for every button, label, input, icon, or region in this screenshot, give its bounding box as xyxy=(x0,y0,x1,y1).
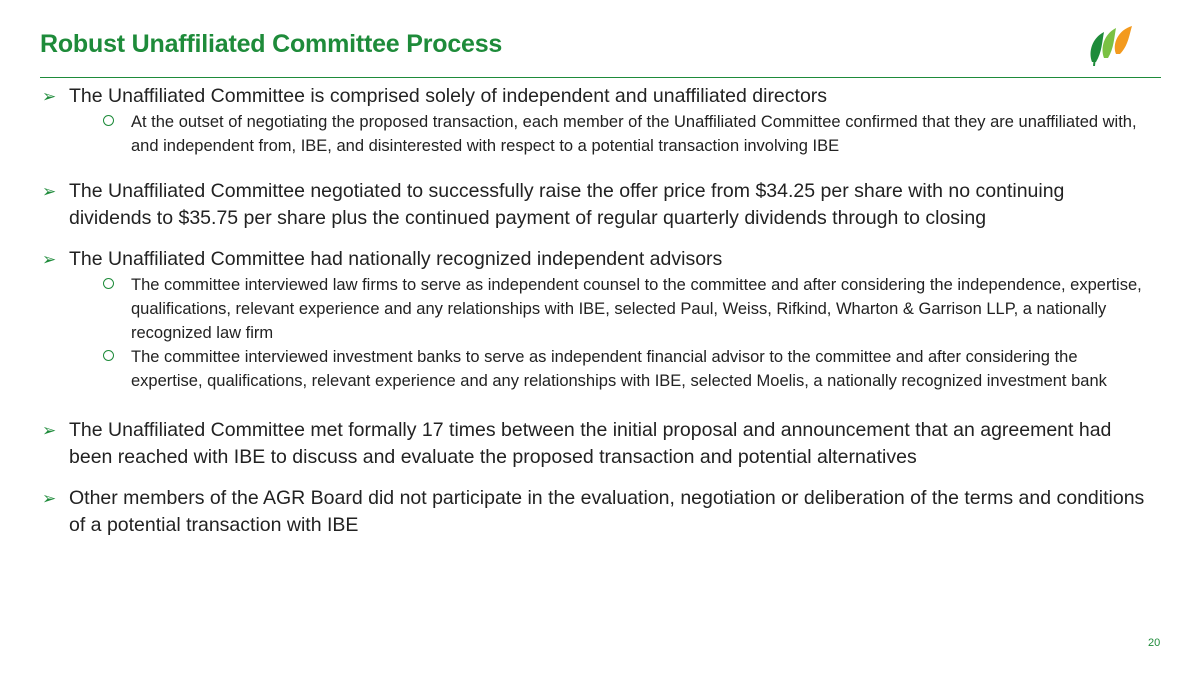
title-divider xyxy=(40,77,1161,78)
arrow-bullet-icon: ➢ xyxy=(42,182,57,201)
sub-bullet-item xyxy=(69,273,1150,345)
sub-bullet-text: The committee interviewed investment banks to serve as independent financial advisor to the committee and after considering the expertise, qualifications, relevant experience and any relationships with IBE, selected Moelis, a nationally recognized investment bank xyxy=(131,348,1107,390)
circle-bullet-icon xyxy=(103,350,114,361)
bullet-item xyxy=(40,246,1150,393)
bullet-item xyxy=(40,417,1150,471)
bullet-text: Other members of the AGR Board did not participate in the evaluation, negotiation or deliberation of the terms and conditions of a potential transaction with IBE xyxy=(69,487,1145,536)
circle-bullet-icon xyxy=(103,278,114,289)
slide-title: Robust Unaffiliated Committee Process xyxy=(40,30,503,58)
arrow-bullet-icon: ➢ xyxy=(42,489,57,508)
bullet-list xyxy=(40,83,1150,539)
sub-bullet-item xyxy=(69,345,1150,393)
bullet-item xyxy=(40,485,1150,539)
arrow-bullet-icon: ➢ xyxy=(42,250,57,269)
sub-bullet-item xyxy=(69,110,1150,158)
leaf-logo-icon xyxy=(1086,22,1138,66)
bullet-item xyxy=(40,83,1150,158)
bullet-text: The Unaffiliated Committee had nationally recognized independent advisors xyxy=(69,248,723,270)
bullet-item xyxy=(40,178,1150,232)
sub-bullet-text: The committee interviewed law firms to serve as independent counsel to the committee and after considering the independence, expertise, qualifications, relevant experience and any relationships with IBE, selected Paul, Weiss, Rifkind, Wharton & Garrison LLP, a nationally recognized law firm xyxy=(131,276,1142,342)
bullet-text: The Unaffiliated Committee is comprised solely of independent and unaffiliated directors xyxy=(69,85,828,107)
bullet-text: The Unaffiliated Committee met formally 17 times between the initial proposal and announcement that an agreement had been reached with IBE to discuss and evaluate the proposed transaction and potential alternatives xyxy=(69,419,1112,468)
sub-bullet-text: At the outset of negotiating the proposed transaction, each member of the Unaffiliated Committee confirmed that they are unaffiliated with, and independent from, IBE, and disinterested with respect to a potential transaction involving IBE xyxy=(131,113,1137,155)
arrow-bullet-icon: ➢ xyxy=(42,87,57,106)
circle-bullet-icon xyxy=(103,115,114,126)
bullet-text: The Unaffiliated Committee negotiated to successfully raise the offer price from $34.25 per share with no continuing dividends to $35.75 per share plus the continued payment of regular quarterly dividends through to closing xyxy=(69,180,1065,229)
arrow-bullet-icon: ➢ xyxy=(42,421,57,440)
page-number: 20 xyxy=(1148,637,1161,649)
